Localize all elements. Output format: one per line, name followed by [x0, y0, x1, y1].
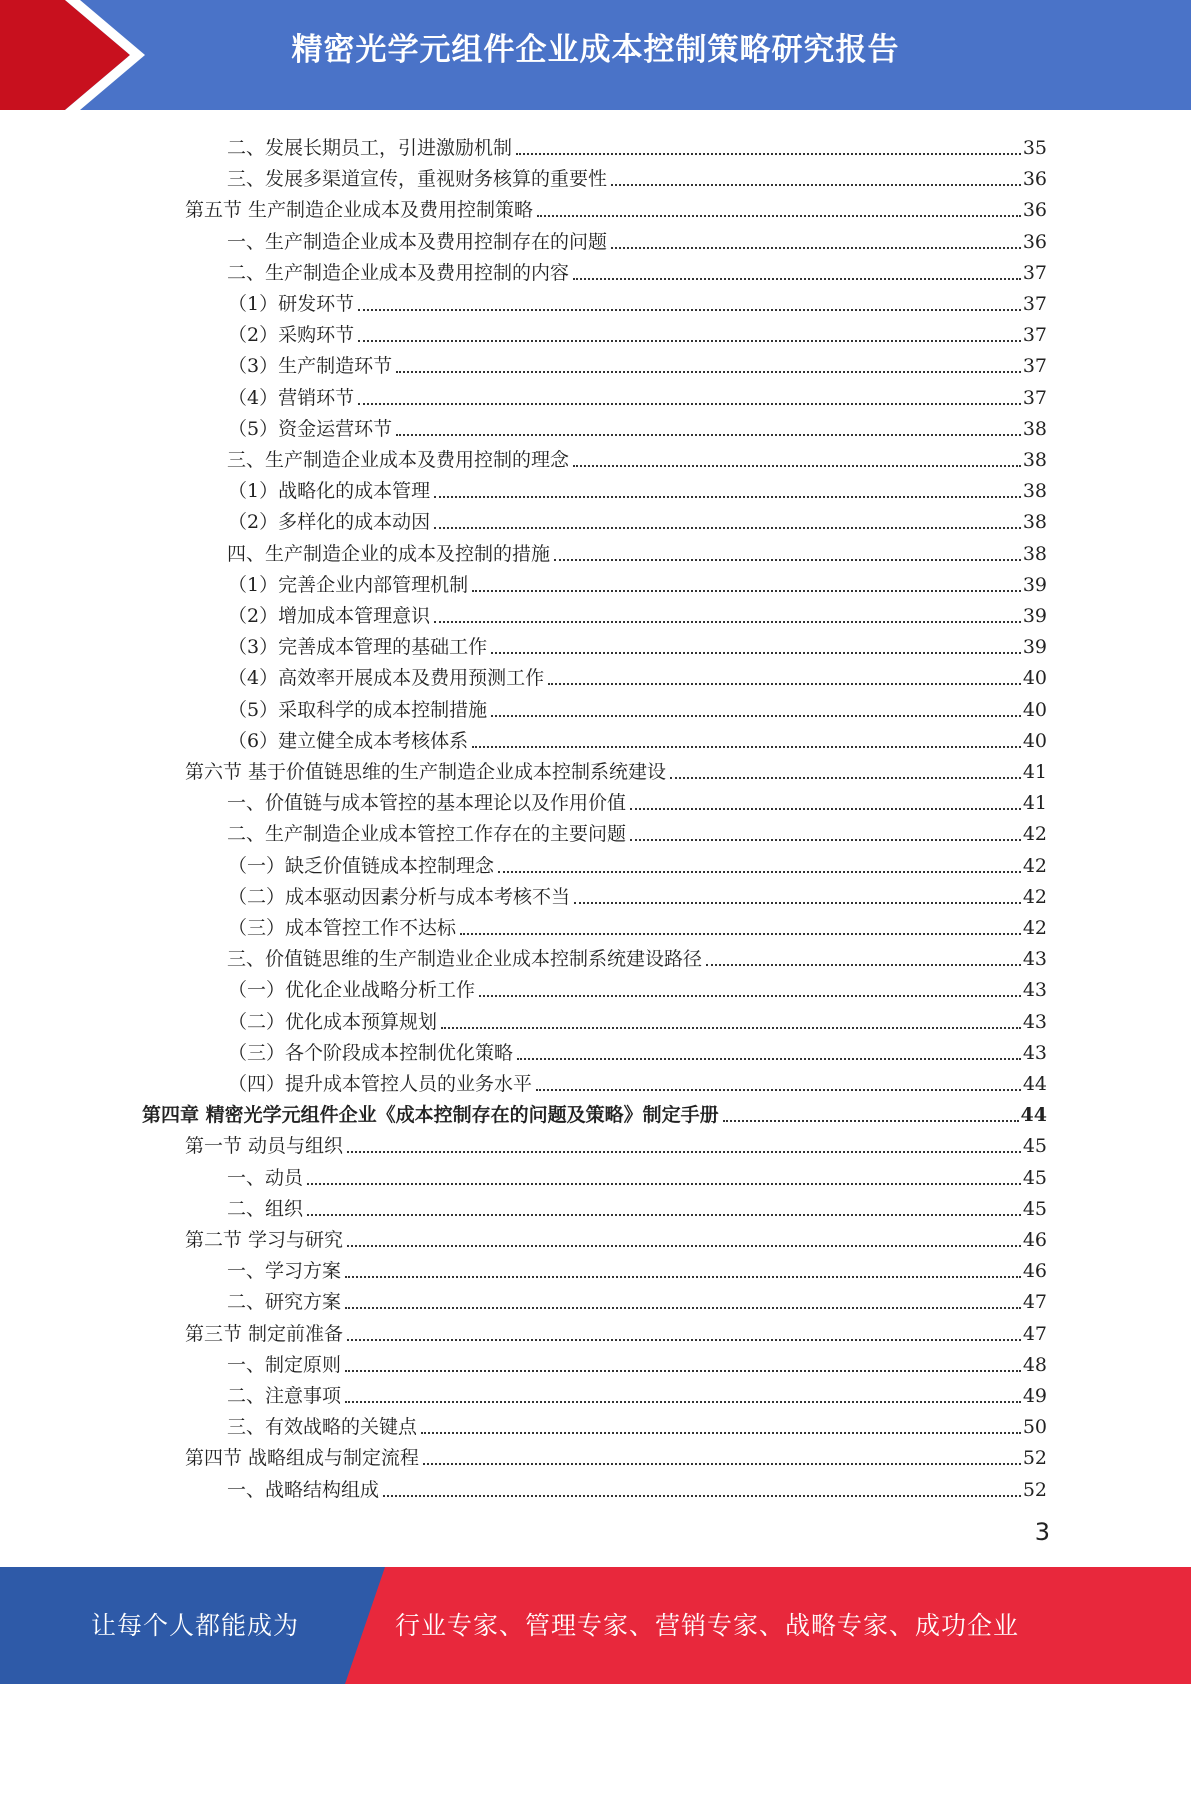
toc-leader-dots	[434, 527, 1021, 529]
toc-entry-page: 45	[1022, 1197, 1047, 1220]
toc-entry-label: 第六节 基于价值链思维的生产制造企业成本控制系统建设	[185, 761, 667, 783]
toc-entry-label: 第一节 动员与组织	[185, 1135, 344, 1158]
toc-entry-page: 39	[1022, 605, 1047, 627]
toc-entry-page: 37	[1022, 261, 1047, 284]
toc-entry-label: 四、生产制造企业的成本及控制的措施	[227, 542, 551, 565]
toc-leader-dots	[472, 746, 1021, 748]
toc-leader-dots	[548, 683, 1021, 685]
toc-entry-page: 37	[1022, 293, 1047, 315]
toc-entry-label: （3）生产制造环节	[228, 355, 393, 378]
toc-entry-label: （一）缺乏价值链成本控制理念	[228, 854, 495, 877]
toc-entry-label: 一、制定原则	[227, 1353, 342, 1376]
toc-entry[interactable]	[228, 627, 1047, 658]
toc-entry-label: 一、动员	[227, 1166, 304, 1189]
toc-leader-dots	[670, 777, 1021, 779]
toc-entry-page: 35	[1022, 137, 1047, 159]
footer-slogan-left: 让每个人都能成为	[90, 1611, 299, 1640]
toc-entry-page: 50	[1022, 1416, 1047, 1439]
toc-leader-dots	[358, 340, 1021, 342]
toc-entry-page: 47	[1022, 1291, 1047, 1314]
toc-entry-label: 一、战略结构组成	[227, 1478, 380, 1501]
toc-leader-dots	[706, 964, 1021, 966]
toc-leader-dots	[723, 1120, 1019, 1122]
toc-entry-page: 44	[1020, 1104, 1047, 1127]
toc-entry[interactable]	[227, 159, 1047, 190]
toc-entry[interactable]	[185, 1220, 1047, 1251]
toc-leader-dots	[574, 902, 1021, 904]
toc-entry-page: 43	[1022, 979, 1047, 1002]
toc-entry-page: 44	[1022, 1073, 1047, 1095]
toc-entry-page: 37	[1022, 386, 1047, 409]
toc-leader-dots	[358, 309, 1021, 311]
toc-entry[interactable]	[227, 1282, 1047, 1313]
toc-leader-dots	[536, 1089, 1021, 1091]
toc-entry-page: 37	[1022, 324, 1047, 347]
toc-leader-dots	[537, 215, 1021, 217]
toc-entry-page: 40	[1022, 698, 1047, 721]
toc-entry-page: 43	[1022, 948, 1047, 971]
toc-entry-page: 49	[1022, 1385, 1047, 1407]
toc-entry-page: 45	[1022, 1166, 1047, 1189]
toc-entry-label: 第三节 制定前准备	[185, 1322, 344, 1345]
toc-entry-label: （5）采取科学的成本控制措施	[228, 698, 488, 721]
toc-entry[interactable]	[227, 783, 1047, 814]
toc-entry[interactable]	[228, 1064, 1047, 1095]
toc-entry[interactable]	[228, 690, 1047, 721]
toc-entry-page: 46	[1022, 1260, 1047, 1283]
toc-leader-dots	[573, 278, 1021, 280]
toc-leader-dots	[517, 1058, 1021, 1060]
toc-entry[interactable]	[228, 1033, 1047, 1064]
toc-entry[interactable]	[228, 596, 1047, 627]
toc-entry[interactable]	[227, 1189, 1047, 1220]
toc-entry[interactable]	[227, 1345, 1047, 1376]
toc-entry[interactable]	[185, 190, 1047, 221]
toc-leader-dots	[347, 1151, 1021, 1153]
toc-entry[interactable]	[228, 409, 1047, 440]
toc-entry[interactable]	[142, 1095, 1047, 1126]
toc-leader-dots	[472, 590, 1021, 592]
toc-entry-label: 第四章 精密光学元组件企业《成本控制存在的问题及策略》制定手册	[142, 1104, 719, 1127]
toc-entry-label: （1）完善企业内部管理机制	[228, 573, 469, 596]
toc-entry-page: 43	[1022, 1041, 1047, 1064]
toc-leader-dots	[358, 403, 1021, 405]
toc-entry[interactable]	[227, 222, 1047, 253]
toc-entry[interactable]	[227, 440, 1047, 471]
toc-entry-page: 42	[1022, 823, 1047, 846]
toc-entry-label: 二、生产制造企业成本管控工作存在的主要问题	[227, 823, 627, 846]
toc-entry-page: 40	[1022, 667, 1047, 690]
toc-entry[interactable]	[227, 1407, 1047, 1438]
toc-entry-page: 48	[1022, 1353, 1047, 1376]
toc-entry-label: （2）采购环节	[228, 324, 355, 347]
toc-entry-label: 三、生产制造企业成本及费用控制的理念	[227, 449, 570, 471]
toc-entry-label: 三、有效战略的关键点	[227, 1416, 418, 1439]
toc-entry[interactable]	[228, 502, 1047, 533]
page-header	[0, 0, 1191, 110]
toc-leader-dots	[345, 1307, 1021, 1309]
toc-entry[interactable]	[228, 315, 1047, 346]
toc-entry-page: 52	[1022, 1447, 1047, 1470]
toc-leader-dots	[573, 465, 1021, 467]
toc-entry[interactable]	[228, 970, 1047, 1001]
toc-leader-dots	[554, 559, 1021, 561]
toc-entry-label: （1）研发环节	[228, 293, 355, 315]
toc-leader-dots	[423, 1463, 1021, 1465]
toc-entry-label: （一）优化企业战略分析工作	[228, 979, 476, 1002]
toc-entry[interactable]	[185, 1438, 1047, 1469]
toc-leader-dots	[347, 1245, 1021, 1247]
toc-entry-label: （二）成本驱动因素分析与成本考核不当	[228, 885, 571, 908]
toc-entry[interactable]	[228, 471, 1047, 502]
toc-leader-dots	[441, 1027, 1021, 1029]
toc-entry-label: 三、发展多渠道宣传，重视财务核算的重要性	[227, 168, 608, 191]
toc-entry[interactable]	[227, 253, 1047, 284]
toc-entry[interactable]	[227, 1251, 1047, 1282]
toc-leader-dots	[611, 247, 1021, 249]
toc-entry[interactable]	[227, 939, 1047, 970]
toc-entry-page: 38	[1022, 480, 1047, 503]
toc-entry-page: 45	[1022, 1135, 1047, 1158]
toc-entry-label: 二、组织	[227, 1197, 304, 1220]
toc-entry-label: （四）提升成本管控人员的业务水平	[228, 1073, 533, 1095]
toc-entry[interactable]	[228, 565, 1047, 596]
toc-entry-label: 第五节 生产制造企业成本及费用控制策略	[185, 199, 534, 222]
toc-entry-page: 36	[1022, 230, 1047, 253]
toc-entry-label: （2）多样化的成本动因	[228, 511, 431, 534]
toc-leader-dots	[345, 1401, 1021, 1403]
toc-entry-page: 47	[1022, 1322, 1047, 1345]
toc-leader-dots	[479, 995, 1021, 997]
toc-entry-page: 42	[1022, 917, 1047, 939]
toc-entry-page: 41	[1022, 761, 1047, 783]
toc-entry-label: （2）增加成本管理意识	[228, 605, 431, 627]
toc-leader-dots	[611, 184, 1021, 186]
toc-entry[interactable]	[228, 346, 1047, 377]
toc-entry-page: 38	[1022, 511, 1047, 534]
footer-slogan-right: 行业专家、管理专家、营销专家、战略专家、成功企业家……	[395, 1611, 1020, 1757]
toc-entry[interactable]	[185, 1126, 1047, 1157]
toc-entry[interactable]	[228, 908, 1047, 939]
toc-entry-label: 一、价值链与成本管控的基本理论以及作用价值	[227, 792, 627, 815]
toc-entry-page: 42	[1022, 854, 1047, 877]
toc-entry-page: 38	[1022, 542, 1047, 565]
toc-entry-page: 52	[1022, 1478, 1047, 1501]
toc-leader-dots	[460, 933, 1021, 935]
toc-entry-label: 第四节 战略组成与制定流程	[185, 1447, 420, 1470]
toc-entry-label: 三、价值链思维的生产制造业企业成本控制系统建设路径	[227, 948, 703, 971]
toc-leader-dots	[307, 1214, 1021, 1216]
toc-leader-dots	[630, 839, 1021, 841]
toc-entry-page: 39	[1022, 573, 1047, 596]
toc-entry[interactable]	[228, 284, 1047, 315]
toc-entry-page: 38	[1022, 449, 1047, 471]
toc-entry-label: 二、注意事项	[227, 1385, 342, 1407]
toc-entry-page: 37	[1022, 355, 1047, 378]
toc-entry-label: （4）高效率开展成本及费用预测工作	[228, 667, 545, 690]
toc-entry-page: 36	[1022, 199, 1047, 222]
toc-entry[interactable]	[228, 846, 1047, 877]
toc-entry-page: 36	[1022, 168, 1047, 191]
toc-leader-dots	[498, 871, 1021, 873]
toc-entry[interactable]	[228, 1002, 1047, 1033]
toc-entry-label: 第二节 学习与研究	[185, 1229, 344, 1251]
toc-leader-dots	[434, 496, 1021, 498]
toc-leader-dots	[516, 153, 1021, 155]
toc-entry[interactable]	[227, 814, 1047, 845]
toc-leader-dots	[491, 715, 1021, 717]
toc-leader-dots	[347, 1339, 1021, 1341]
toc-entry[interactable]	[227, 1470, 1047, 1501]
toc-entry-label: 一、生产制造企业成本及费用控制存在的问题	[227, 230, 608, 253]
toc-entry-page: 46	[1022, 1229, 1047, 1251]
toc-entry-label: （4）营销环节	[228, 386, 355, 409]
document-title: 精密光学元组件企业成本控制策略研究报告	[291, 32, 900, 68]
toc-entry-page: 40	[1022, 729, 1047, 752]
toc-entry[interactable]	[228, 721, 1047, 752]
toc-entry[interactable]	[227, 1376, 1047, 1407]
toc-entry-page: 41	[1022, 792, 1047, 815]
toc-leader-dots	[491, 652, 1021, 654]
page-footer	[0, 1567, 1191, 1757]
toc-entry-page: 42	[1022, 885, 1047, 908]
toc-entry-label: （三）成本管控工作不达标	[228, 917, 457, 939]
toc-entry-label: （三）各个阶段成本控制优化策略	[228, 1041, 514, 1064]
toc-entry-label: 一、学习方案	[227, 1260, 342, 1283]
toc-entry-page: 38	[1022, 417, 1047, 440]
toc-leader-dots	[421, 1432, 1021, 1434]
toc-entry[interactable]	[227, 128, 1047, 159]
toc-entry-label: （二）优化成本预算规划	[228, 1010, 438, 1033]
toc-entry-page: 39	[1022, 636, 1047, 659]
toc-entry-label: （3）完善成本管理的基础工作	[228, 636, 488, 659]
toc-entry-label: 二、研究方案	[227, 1291, 342, 1314]
toc-leader-dots	[434, 621, 1021, 623]
toc-entry-label: 二、发展长期员工，引进激励机制	[227, 137, 513, 159]
page-number: 3	[1034, 1518, 1050, 1546]
toc-leader-dots	[307, 1183, 1021, 1185]
toc-leader-dots	[345, 1276, 1021, 1278]
toc-entry[interactable]	[228, 658, 1047, 689]
toc-entry[interactable]	[185, 1314, 1047, 1345]
toc-leader-dots	[396, 434, 1021, 436]
toc-entry[interactable]	[185, 752, 1047, 783]
toc-entry-page: 43	[1022, 1010, 1047, 1033]
toc-entry[interactable]	[227, 1158, 1047, 1189]
toc-leader-dots	[396, 371, 1021, 373]
toc-entry-label: （6）建立健全成本考核体系	[228, 729, 469, 752]
toc-entry[interactable]	[227, 534, 1047, 565]
toc-entry[interactable]	[228, 877, 1047, 908]
toc-leader-dots	[383, 1495, 1021, 1497]
toc-leader-dots	[630, 808, 1021, 810]
toc-entry-label: （1）战略化的成本管理	[228, 480, 431, 503]
toc-entry[interactable]	[228, 378, 1047, 409]
toc-entry-label: 二、生产制造企业成本及费用控制的内容	[227, 261, 570, 284]
toc-entry-label: （5）资金运营环节	[228, 417, 393, 440]
toc-leader-dots	[345, 1370, 1021, 1372]
